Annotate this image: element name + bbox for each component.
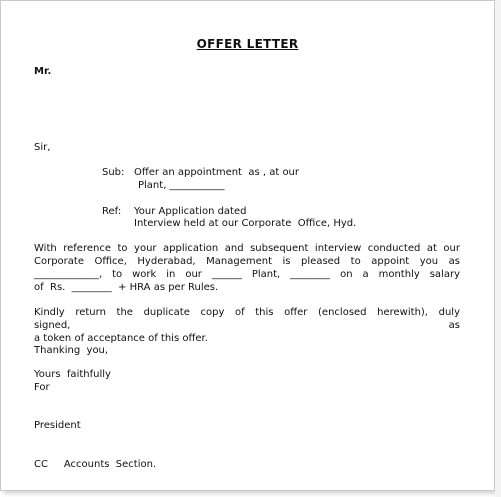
body-line: _____________, to work in our ______ Plant, ________ on a monthly salary: [34, 269, 460, 280]
reference-line-2: Interview held at our Corporate Office, Hyd.: [134, 218, 357, 229]
body-line: Corporate Office, Hyderabad, Management is pleased to appoint you as: [34, 256, 460, 267]
reference-label: Ref:: [102, 206, 122, 217]
addressee: Mr.: [34, 66, 52, 77]
return-line: a token of acceptance of this offer.: [34, 333, 208, 344]
return-line: Kindly return the duplicate copy of this offer (enclosed herewith), duly signed, as: [34, 307, 467, 331]
subject-line-1: Offer an appointment as , at our: [134, 167, 300, 178]
reference-line-1: Your Application dated: [134, 206, 247, 217]
closing-line: Yours faithfully: [34, 369, 111, 380]
signatory: President: [34, 420, 81, 431]
cc-line: CC Accounts Section.: [34, 459, 157, 470]
salutation: Sir,: [34, 142, 51, 153]
body-line: With reference to your application and subsequent interview conducted at our: [34, 243, 460, 254]
body-line: of Rs. ________ + HRA as per Rules.: [34, 282, 219, 293]
for-line: For: [34, 382, 50, 393]
scrollbar[interactable]: [495, 0, 501, 497]
subject-label: Sub:: [102, 167, 125, 178]
letter-title: OFFER LETTER: [196, 37, 299, 51]
thanking-line: Thanking you,: [34, 345, 109, 356]
return-paragraph: [34, 306, 467, 345]
subject-line-2: Plant, ___________: [138, 180, 225, 191]
body-paragraph: [34, 242, 460, 294]
